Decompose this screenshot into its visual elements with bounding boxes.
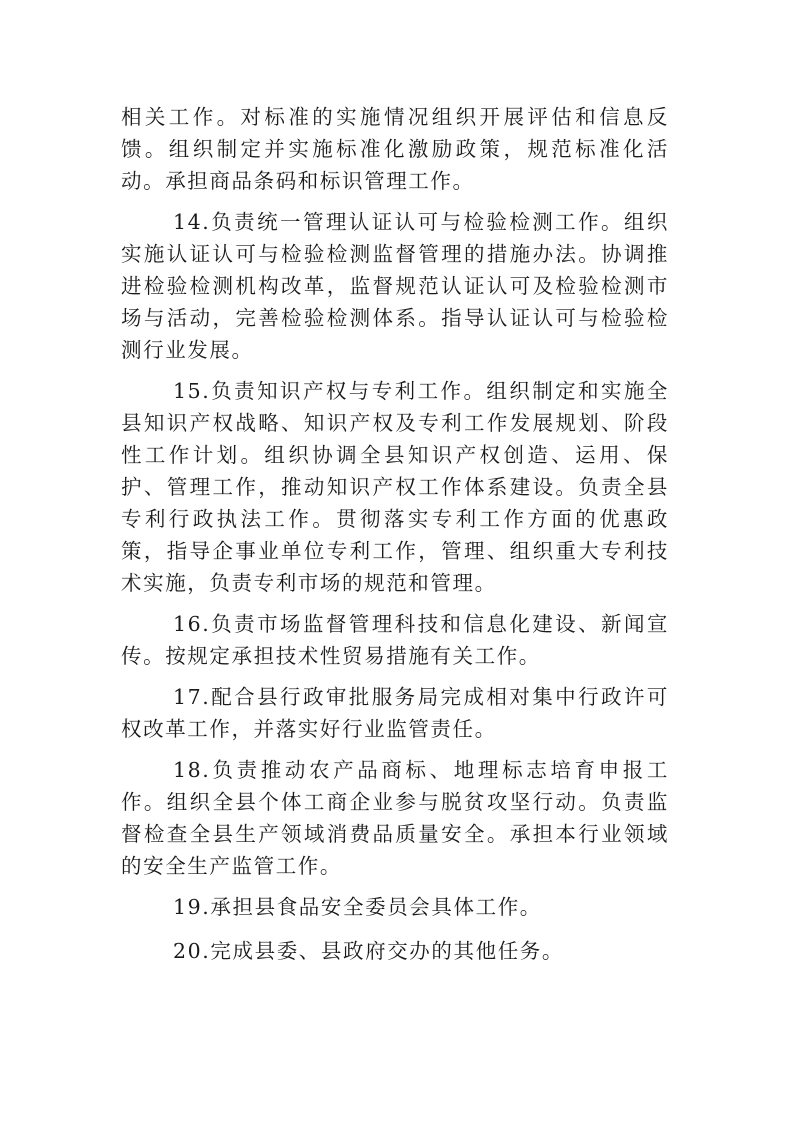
paragraph-item-17: 17.配合县行政审批服务局完成相对集中行政许可权改革工作，并落实好行业监管责任。 — [121, 685, 669, 741]
paragraph-item-16: 16.负责市场监督管理科技和信息化建设、新闻宣传。按规定承担技术性贸易措施有关工作。 — [121, 612, 669, 668]
paragraph-item-18: 18.负责推动农产品商标、地理标志培育申报工作。组织全县个体工商企业参与脱贫攻坚行动。负责监督检查全县生产领域消费品质量安全。承担本行业领域的安全生产监管工作。 — [121, 758, 669, 878]
paragraph-continuation: 相关工作。对标准的实施情况组织开展评估和信息反馈。组织制定并实施标准化激励政策，规范标准化活动。承担商品条码和标识管理工作。 — [121, 105, 669, 193]
paragraph-item-15: 15.负责知识产权与专利工作。组织制定和实施全县知识产权战略、知识产权及专利工作发展规划、阶段性工作计划。组织协调全县知识产权创造、运用、保护、管理工作，推动知识产权工作体系建设。负责全县专利行政执法工作。贯彻落实专利工作方面的优惠政策，指导企事业单位专利工作，管理、组织重大专利技术实施，负责专利市场的规范和管理。 — [121, 379, 669, 595]
paragraph-item-20: 20.完成县委、县政府交办的其他任务。 — [173, 939, 565, 963]
paragraph-item-14: 14.负责统一管理认证认可与检验检测工作。组织实施认证认可与检验检测监督管理的措施办法。协调推进检验检测机构改革，监督规范认证认可及检验检测市场与活动，完善检验检测体系。指导认证认可与检验检测行业发展。 — [121, 210, 669, 362]
paragraph-item-19: 19.承担县食品安全委员会具体工作。 — [173, 895, 542, 919]
document-body — [121, 101, 669, 979]
